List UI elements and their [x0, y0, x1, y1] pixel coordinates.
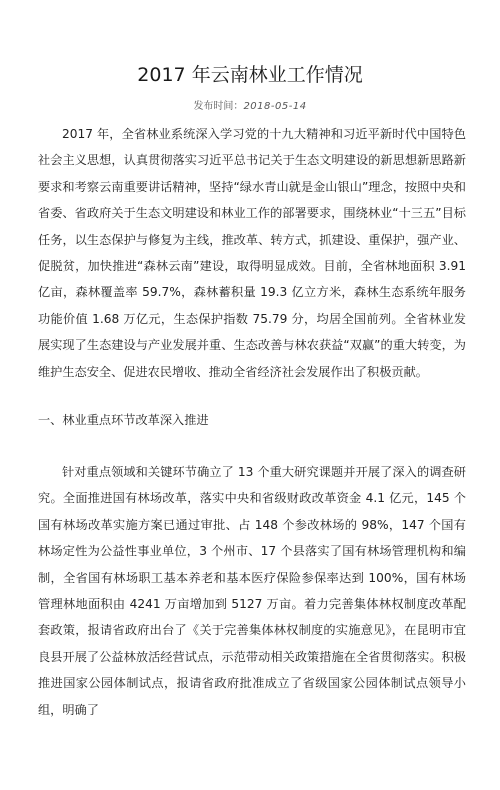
page-title: 2017 年云南林业工作情况 [137, 64, 363, 86]
section-heading: 一、林业重点环节改革深入推进 [38, 413, 209, 427]
publish-date: 2018-05-14 [243, 101, 307, 112]
paragraph-reform: 针对重点领域和关键环节确立了 13 个重大研究课题并开展了深入的调查研究。全面推进国有林场改革，落实中央和省级财政改革资金 4.1 亿元，145 个国有林场改革实施方案已通过审批、占 148 个参改林场的 98%，147 个国有林场定性为公益性事业单位，3 个州市、17 个县落实了国有林场管理机构和编制，全省国有林场职工基本养老和基本医疗保险参保率达到 100%，国有林场管理林地面积由 4241 万亩增加到 5127 万亩。着力完善集体林权制度改革配套政策，报请省政府出台了《关于完善集体林权制度的实施意见》，在昆明市宜良县开展了公益林放活经营试点，示范带动相关政策措施在全省贯彻落实。积极推进国家公园体制试点，报请省政府批准成立了省级国家公园体制试点领导小组，明确了 [38, 465, 466, 717]
publish-label: 发布时间： [193, 101, 244, 112]
publish-meta [0, 97, 500, 112]
paragraph-intro: 2017 年，全省林业系统深入学习党的十九大精神和习近平新时代中国特色社会主义思想，认真贯彻落实习近平总书记关于生态文明建设的新思想新思路新要求和考察云南重要讲话精神，坚持“绿水青山就是金山银山”理念，按照中央和省委、省政府关于生态文明建设和林业工作的部署要求，围绕林业“十三五”目标任务，以生态保护与修复为主线，推改革、转方式，抓建设、重保护，强产业、促脱贫，加快推进“森林云南”建设，取得明显成效。目前，全省林地面积 3.91 亿亩，森林覆盖率 59.7%，森林蓄积量 19.3 亿立方米，森林生态系统年服务功能价值 1.68 万亿元，生态保护指数 75.79 分，均居全国前列。全省林业发展实现了生态建设与产业发展并重、生态改善与林农获益“双赢”的重大转变，为维护生态安全、促进农民增收、推动全省经济社会发展作出了积极贡献。 [38, 127, 466, 379]
